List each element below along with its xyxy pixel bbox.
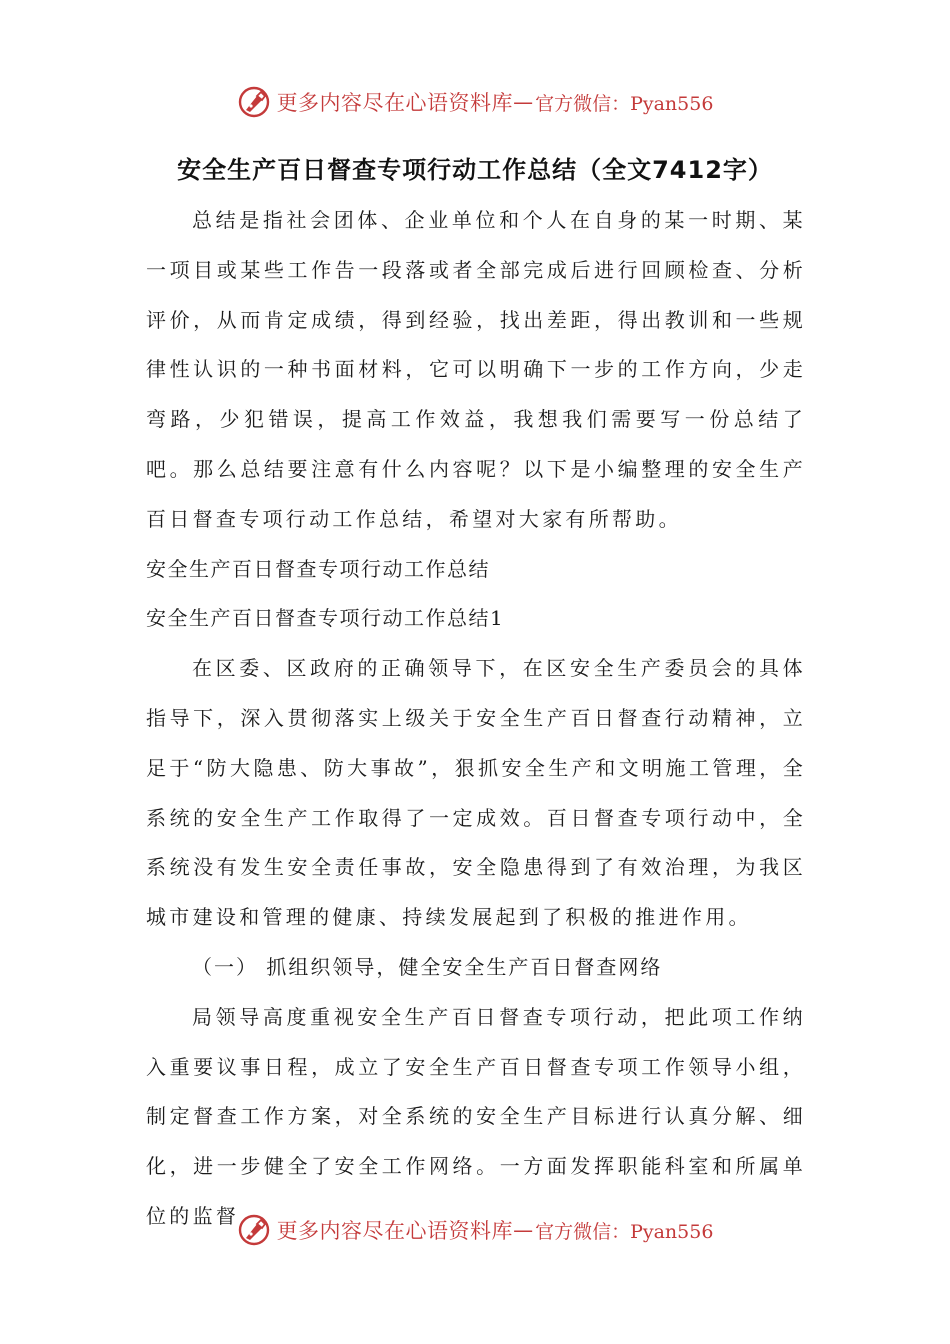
- section-1-heading: （一） 抓组织领导，健全安全生产百日督查网络: [192, 954, 663, 979]
- banner-brand-text: 更多内容尽在心语资料库: [276, 1219, 514, 1243]
- header-banner: [0, 80, 950, 124]
- pen-nib-circle-icon: [237, 85, 271, 119]
- banner-separator: —: [513, 90, 534, 114]
- footer-banner: [0, 1208, 950, 1252]
- banner-separator: —: [513, 1218, 534, 1242]
- pen-nib-circle-icon: [237, 1213, 271, 1247]
- intro-paragraph: 总结是指社会团体、企业单位和个人在自身的某一时期、某一项目或某些工作告一段落或者全部完成后进行回顾检查、分析评价，从而肯定成绩，得到经验，找出差距，得出教训和一些规律性认识的一种书面材料，它可以明确下一步的工作方向，少走弯路，少犯错误，提高工作效益，我想我们需要写一份总结了吧。那么总结要注意有什么内容呢？以下是小编整理的安全生产百日督查专项行动工作总结，希望对大家有所帮助。: [146, 208, 806, 531]
- subsection-heading: 安全生产百日督查专项行动工作总结1: [146, 606, 505, 631]
- document-body: [146, 196, 806, 1242]
- banner-contact-text: 官方微信：Pyan556: [535, 1220, 714, 1243]
- section-heading: 安全生产百日督查专项行动工作总结: [146, 556, 490, 581]
- banner-brand-text: 更多内容尽在心语资料库: [276, 91, 514, 115]
- body-paragraph-1: 在区委、区政府的正确领导下，在区安全生产委员会的具体指导下，深入贯彻落实上级关于安全生产百日督查行动精神，立足于“防大隐患、防大事故”，狠抓安全生产和文明施工管理，全系统的安全生产工作取得了一定成效。百日督查专项行动中，全系统没有发生安全责任事故，安全隐患得到了有效治理，为我区城市建设和管理的健康、持续发展起到了积极的推进作用。: [146, 656, 806, 930]
- banner-contact-text: 官方微信：Pyan556: [535, 92, 714, 115]
- document-title: 安全生产百日督查专项行动工作总结（全文7412字）: [177, 156, 773, 184]
- body-paragraph-2: 局领导高度重视安全生产百日督查专项行动，把此项工作纳入重要议事日程，成立了安全生产百日督查专项工作领导小组，制定督查工作方案，对全系统的安全生产目标进行认真分解、细化，进一步健全了安全工作网络。一方面发挥职能科室和所属单位的监督: [146, 1004, 806, 1228]
